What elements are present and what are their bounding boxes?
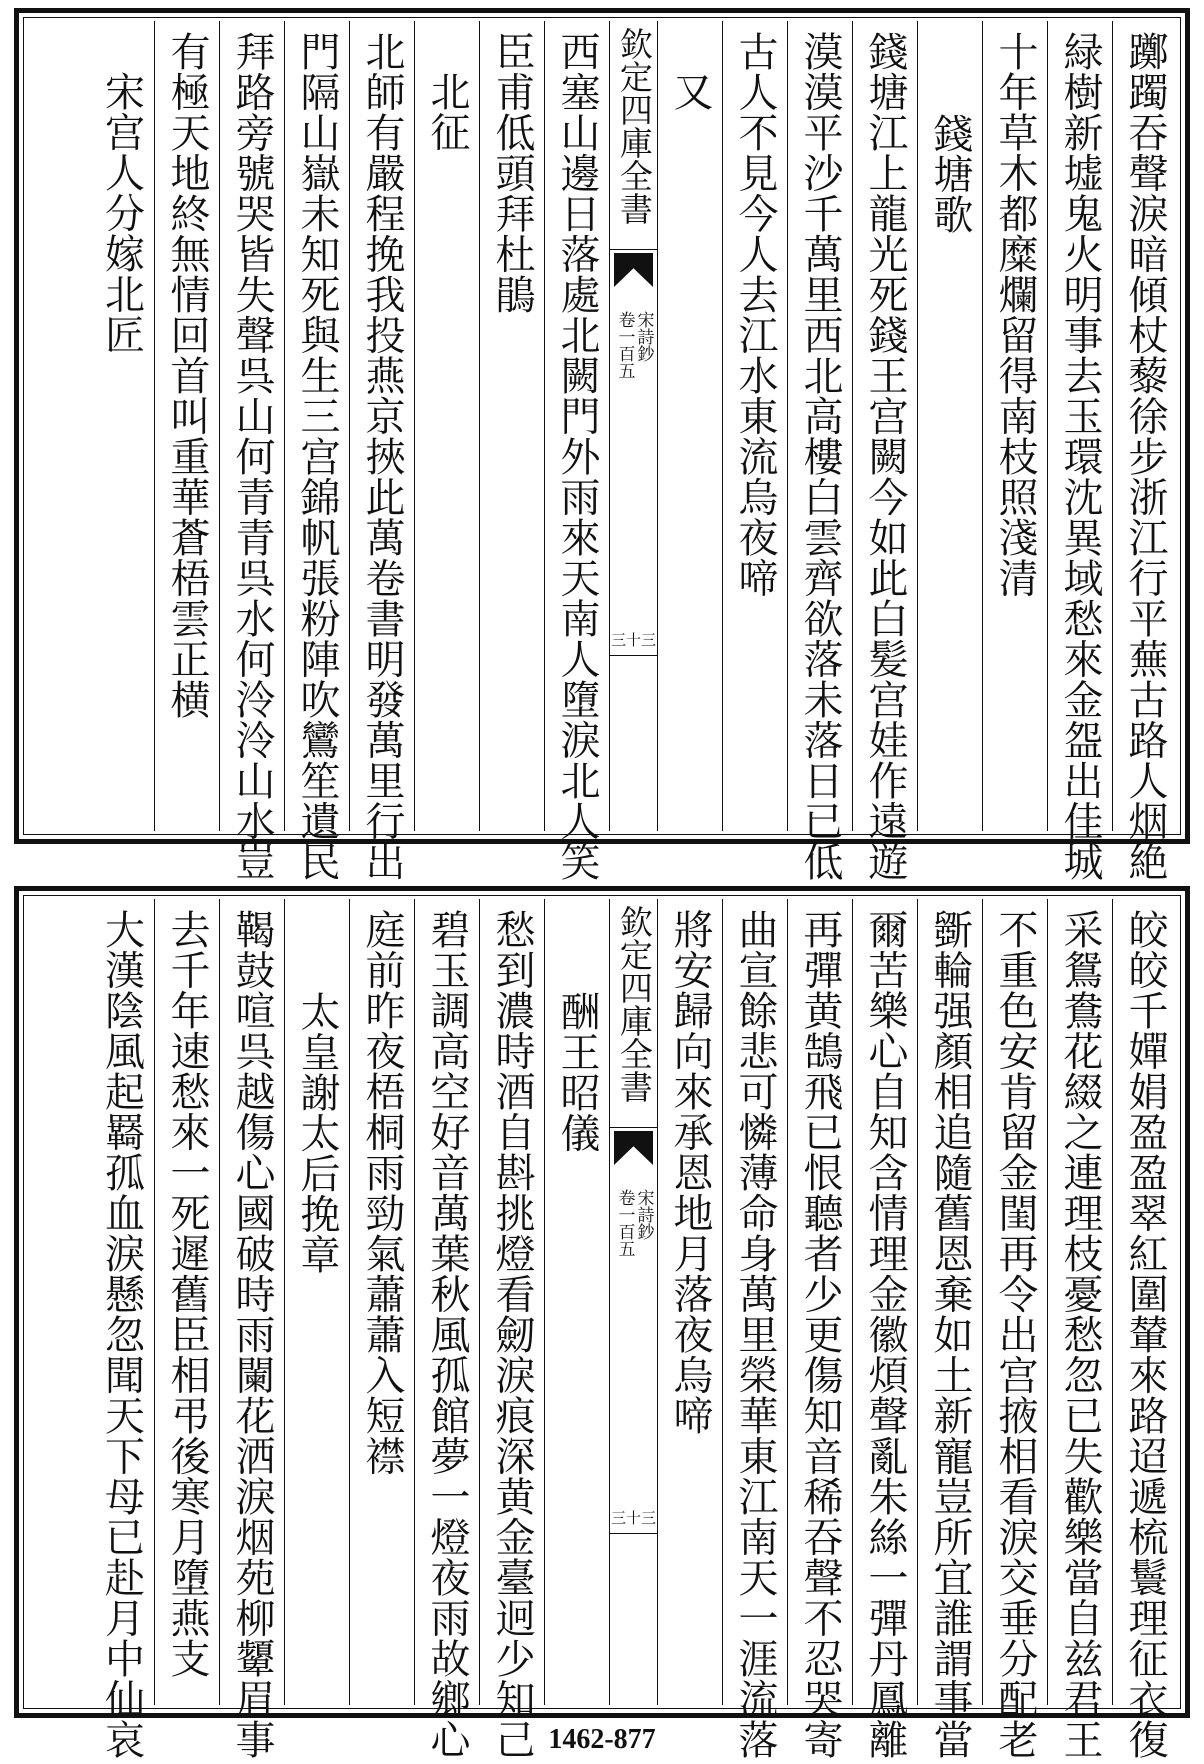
fold-meta [610,311,657,379]
text-column [1047,899,1112,1760]
top-page [14,8,1190,882]
text-column [219,899,284,1760]
poem-title-column [89,21,154,831]
column-text: 十年草木都糜爛留得南枝照淺清 [992,31,1038,598]
column-text: 緑樹新墟鬼火明事去玉環沈異域愁來金盌出佳城 [1057,31,1103,882]
volume-label: 卷一百五 [614,311,635,379]
column-text: 門隔山嶽未知死與生三宫錦帆張粉陣吹鸞笙遺民 [294,31,340,882]
column-text: 將安歸向來承恩地月落夜烏啼 [667,909,713,1436]
text-column [219,21,284,882]
poem-title: 錢塘歌 [927,113,973,235]
column-text: 庭前昨夜梧桐雨勁氣蕭蕭入短襟 [359,909,405,1476]
text-column [414,899,479,1760]
column-text: 西塞山邊日落處北闕門外雨來天南人墮淚北人笑 [554,31,600,882]
text-column [787,899,852,1760]
folio-number: 三十三 [610,1509,656,1527]
series-title: 欽定四庫全書 [610,899,657,1128]
text-column [284,21,349,882]
text-column [722,21,787,831]
column-text: 漠漠平沙千萬里西北高樓白雲齊欲落未落日已低 [797,31,843,882]
poem-title: 宋宫人分嫁北匠 [98,71,145,355]
text-column [787,21,852,882]
fold-rule [610,655,657,656]
poem-title: 又 [667,71,713,112]
text-column [982,21,1047,831]
page-code: 1462-877 [548,1724,656,1755]
fish-tail-mark [614,253,653,287]
text-column [1047,21,1112,882]
text-column [349,899,414,1705]
center-fold-margin [609,21,657,831]
poem-title: 酬王昭儀 [554,991,600,1153]
column-text: 再彈黄鵠飛已恨聽者少更傷知音稀吞聲不忍哭寄 [797,909,843,1760]
poem-title-column [917,21,982,831]
column-text: 鞨鼓喧呉越傷心國破時雨闌花洒淚烟苑柳顰眉事 [229,909,275,1760]
text-column [479,899,544,1760]
poem-title-column [657,21,722,831]
column-text: 臣甫低頭拜杜鵑 [489,31,535,315]
column-text: 爾苦樂心自知含情理金徽煩聲亂朱絲一彈丹鳳離 [862,909,908,1760]
column-text: 大漢陰風起羇孤血淚懸忽聞天下母已赴月中仙哀 [98,909,145,1760]
folio-number: 三十三 [610,631,656,649]
column-text: 碧玉調高空好音萬葉秋風孤館夢一燈夜雨故鄉心 [424,909,470,1760]
text-column [154,899,219,1705]
text-column [154,21,219,831]
column-text: 拜路旁號哭皆失聲呉山何青青呉水何泠泠山水豈 [229,31,275,882]
column-text: 愁到濃時酒自斟挑燈看劒淚痕深黄金臺迥少知己 [489,909,535,1760]
column-text: 采鴛鴦花綴之連理枝憂愁忽已失歡樂當自兹君王 [1057,909,1103,1760]
text-column [657,899,722,1705]
fish-tail-mark [614,1131,653,1165]
poem-title: 北征 [424,71,470,152]
poem-title-column [544,899,609,1705]
column-text: 躑躅吞聲淚暗傾杖藜徐步浙江行平蕪古路人烟絶 [1122,31,1168,882]
column-text: 不重色安肯留金閨再令出宫掖相看淚交垂分配老 [992,909,1038,1760]
text-column [917,899,982,1760]
text-column [852,21,917,882]
text-column [722,899,787,1760]
text-column [349,21,414,882]
book-title: 宋詩鈔 [633,1189,654,1240]
poem-title: 太皇謝太后挽章 [294,991,340,1275]
top-page-columns [27,21,1177,882]
poem-title-column [414,21,479,831]
column-text: 古人不見今人去江水東流烏夜啼 [732,31,778,598]
book-title: 宋詩鈔 [633,311,654,362]
text-column [479,21,544,831]
column-text: 皎皎千嬋娟盈盈翠紅圍輦來路迢遞梳鬟理征衣復 [1122,909,1168,1760]
column-text: 斵輪强顏相追隨舊恩棄如土新寵豈所宜誰謂事當 [927,909,973,1760]
text-column [1112,21,1177,882]
column-text: 錢塘江上龍光死錢王宫闕今如此白髪宫娃作遠遊 [862,31,908,882]
column-text: 曲宣餘悲可憐薄命身萬里榮華東江南天一涯流落 [732,909,778,1760]
column-text: 北師有嚴程挽我投燕京挾此萬卷書明發萬里行出 [359,31,405,882]
column-text: 有極天地終無情回首叫重華蒼梧雲正横 [164,31,210,720]
text-column [852,899,917,1760]
fold-rule [610,1533,657,1534]
series-title: 欽定四庫全書 [610,21,657,250]
poem-title-column [284,899,349,1705]
center-fold-margin [609,899,657,1705]
fold-meta [610,1189,657,1257]
volume-label: 卷一百五 [614,1189,635,1257]
column-text: 去千年速愁來一死遲舊臣相弔後寒月墮燕支 [164,909,210,1679]
text-column [982,899,1047,1760]
text-column [1112,899,1177,1760]
text-column [89,899,154,1760]
text-column [544,21,609,882]
